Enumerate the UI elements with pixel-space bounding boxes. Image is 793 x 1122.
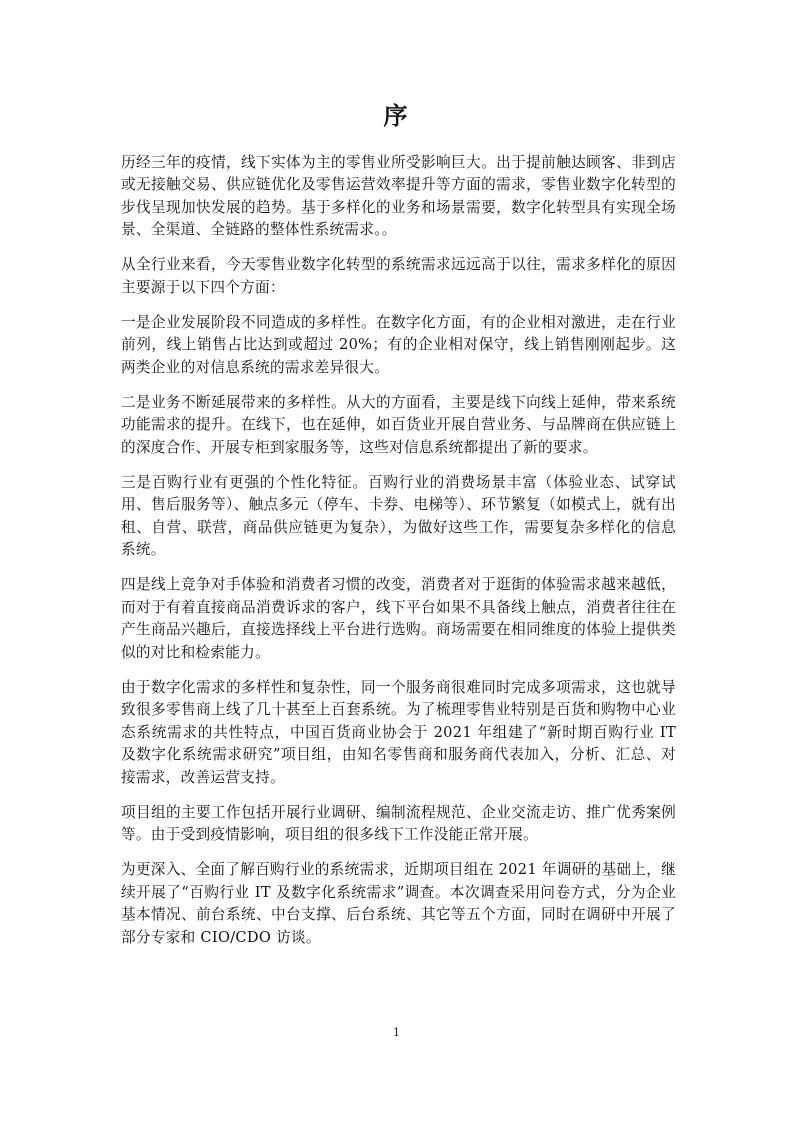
document-body: [121, 152, 676, 949]
paragraph-8: 项目组的主要工作包括开展行业调研、编制流程规范、企业交流走访、推广优秀案例等。由于受到疫情影响，项目组的很多线下工作没能正常开展。: [121, 803, 676, 844]
paragraph-4: 二是业务不断延展带来的多样性。从大的方面看，主要是线下向线上延伸，带来系统功能需求的提升。在线下，也在延伸，如百货业开展自营业务、与品牌商在供应链上的深度合作、开展专柜到家服务等，这些对信息系统都提出了新的要求。: [121, 394, 676, 456]
page-title: 序: [383, 102, 410, 130]
paragraph-9: 为更深入、全面了解百购行业的系统需求，近期项目组在 2021 年调研的基础上，继续开展了“百购行业 IT 及数字化系统需求”调查。本次调查采用问卷方式，分为企业基本情况、前台系统、中台支撑、后台系统、其它等五个方面，同时在调研中开展了部分专家和 CIO/CDO 访谈。: [121, 861, 676, 946]
paragraph-1: 历经三年的疫情，线下实体为主的零售业所受影响巨大。出于提前触达顾客、非到店或无接触交易、供应链优化及零售运营效率提升等方面的需求，零售业数字化转型的步伐呈现加快发展的趋势。基于多样化的业务和场景需要，数字化转型具有实现全场景、全渠道、全链路的整体性系统需求。。: [121, 154, 676, 239]
paragraph-7: 由于数字化需求的多样性和复杂性，同一个服务商很难同时完成多项需求，这也就导致很多零售商上线了几十甚至上百套系统。为了梳理零售业特别是百货和购物中心业态系统需求的共性特点，中国百货商业协会于 2021 年组建了“新时期百购行业 IT 及数字化系统需求研究”项目组，由知名零售商和服务商代表加入，分析、汇总、对接需求，改善运营支持。: [121, 678, 676, 786]
paragraph-3: 一是企业发展阶段不同造成的多样性。在数字化方面，有的企业相对激进，走在行业前列，线上销售占比达到或超过 20%；有的企业相对保守，线上销售刚刚起步。这两类企业的对信息系统的需求差异很大。: [121, 314, 676, 376]
paragraph-2: 从全行业来看，今天零售业数字化转型的系统需求远远高于以往，需求多样化的原因主要源于以下四个方面：: [121, 256, 676, 296]
paragraph-6: 四是线上竞争对手体验和消费者习惯的改变，消费者对于逛街的体验需求越来越低，而对于有着直接商品消费诉求的客户，线下平台如果不具备线上触点，消费者往往在产生商品兴趣后，直接选择线上平台进行选购。商场需要在相同维度的体验上提供类似的对比和检索能力。: [121, 576, 676, 661]
paragraph-5: 三是百购行业有更强的个性化特征。百购行业的消费场景丰富（体验业态、试穿试用、售后服务等）、触点多元（停车、卡券、电梯等）、环节繁复（如模式上，就有出租、自营、联营，商品供应链更为复杂），为做好这些工作，需要复杂多样化的信息系统。: [121, 474, 676, 559]
page-number: 1: [393, 1026, 400, 1039]
